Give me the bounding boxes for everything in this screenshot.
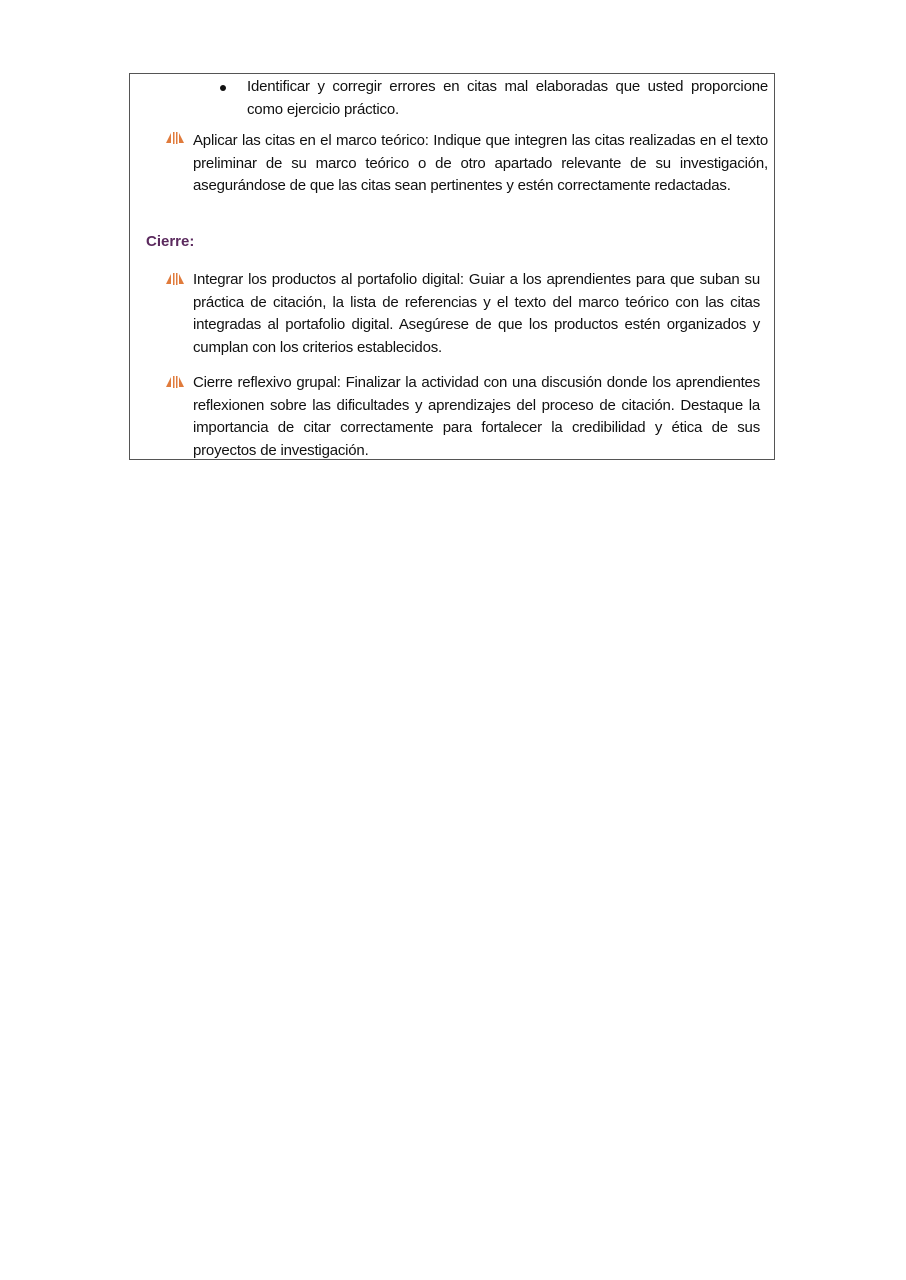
bullet-dot-icon [220,85,226,91]
section-heading-cierre: Cierre: [146,233,195,250]
book-icon [165,375,185,389]
list-item: Cierre reflexivo grupal: Finalizar la actividad con una discusión donde los aprendientes reflexionen sobre las dificultades y aprendizajes del proceso de citación. Destaque la importancia de citar correctamente para fortalecer la credibilidad y ética de sus proyectos de investigación. [193,374,760,459]
list-item: Integrar los productos al portafolio digital: Guiar a los aprendientes para que suban su práctica de citación, la lista de referencias y el texto del marco teórico con las citas integradas al portafolio digital. Asegúrese de que los productos estén organizados y cumplan con los criterios establecidos. [193,271,760,356]
list-item: Aplicar las citas en el marco teórico: Indique que integren las citas realizadas en el texto preliminar de su marco teórico o de otro apartado relevante de su investigación, asegurándose de que las citas sean pertinentes y estén correctamente redactadas. [193,132,768,194]
book-icon [165,131,185,145]
book-icon [165,272,185,286]
list-item: Identificar y corregir errores en citas mal elaboradas que usted proporcione como ejercicio práctico. [247,78,768,118]
